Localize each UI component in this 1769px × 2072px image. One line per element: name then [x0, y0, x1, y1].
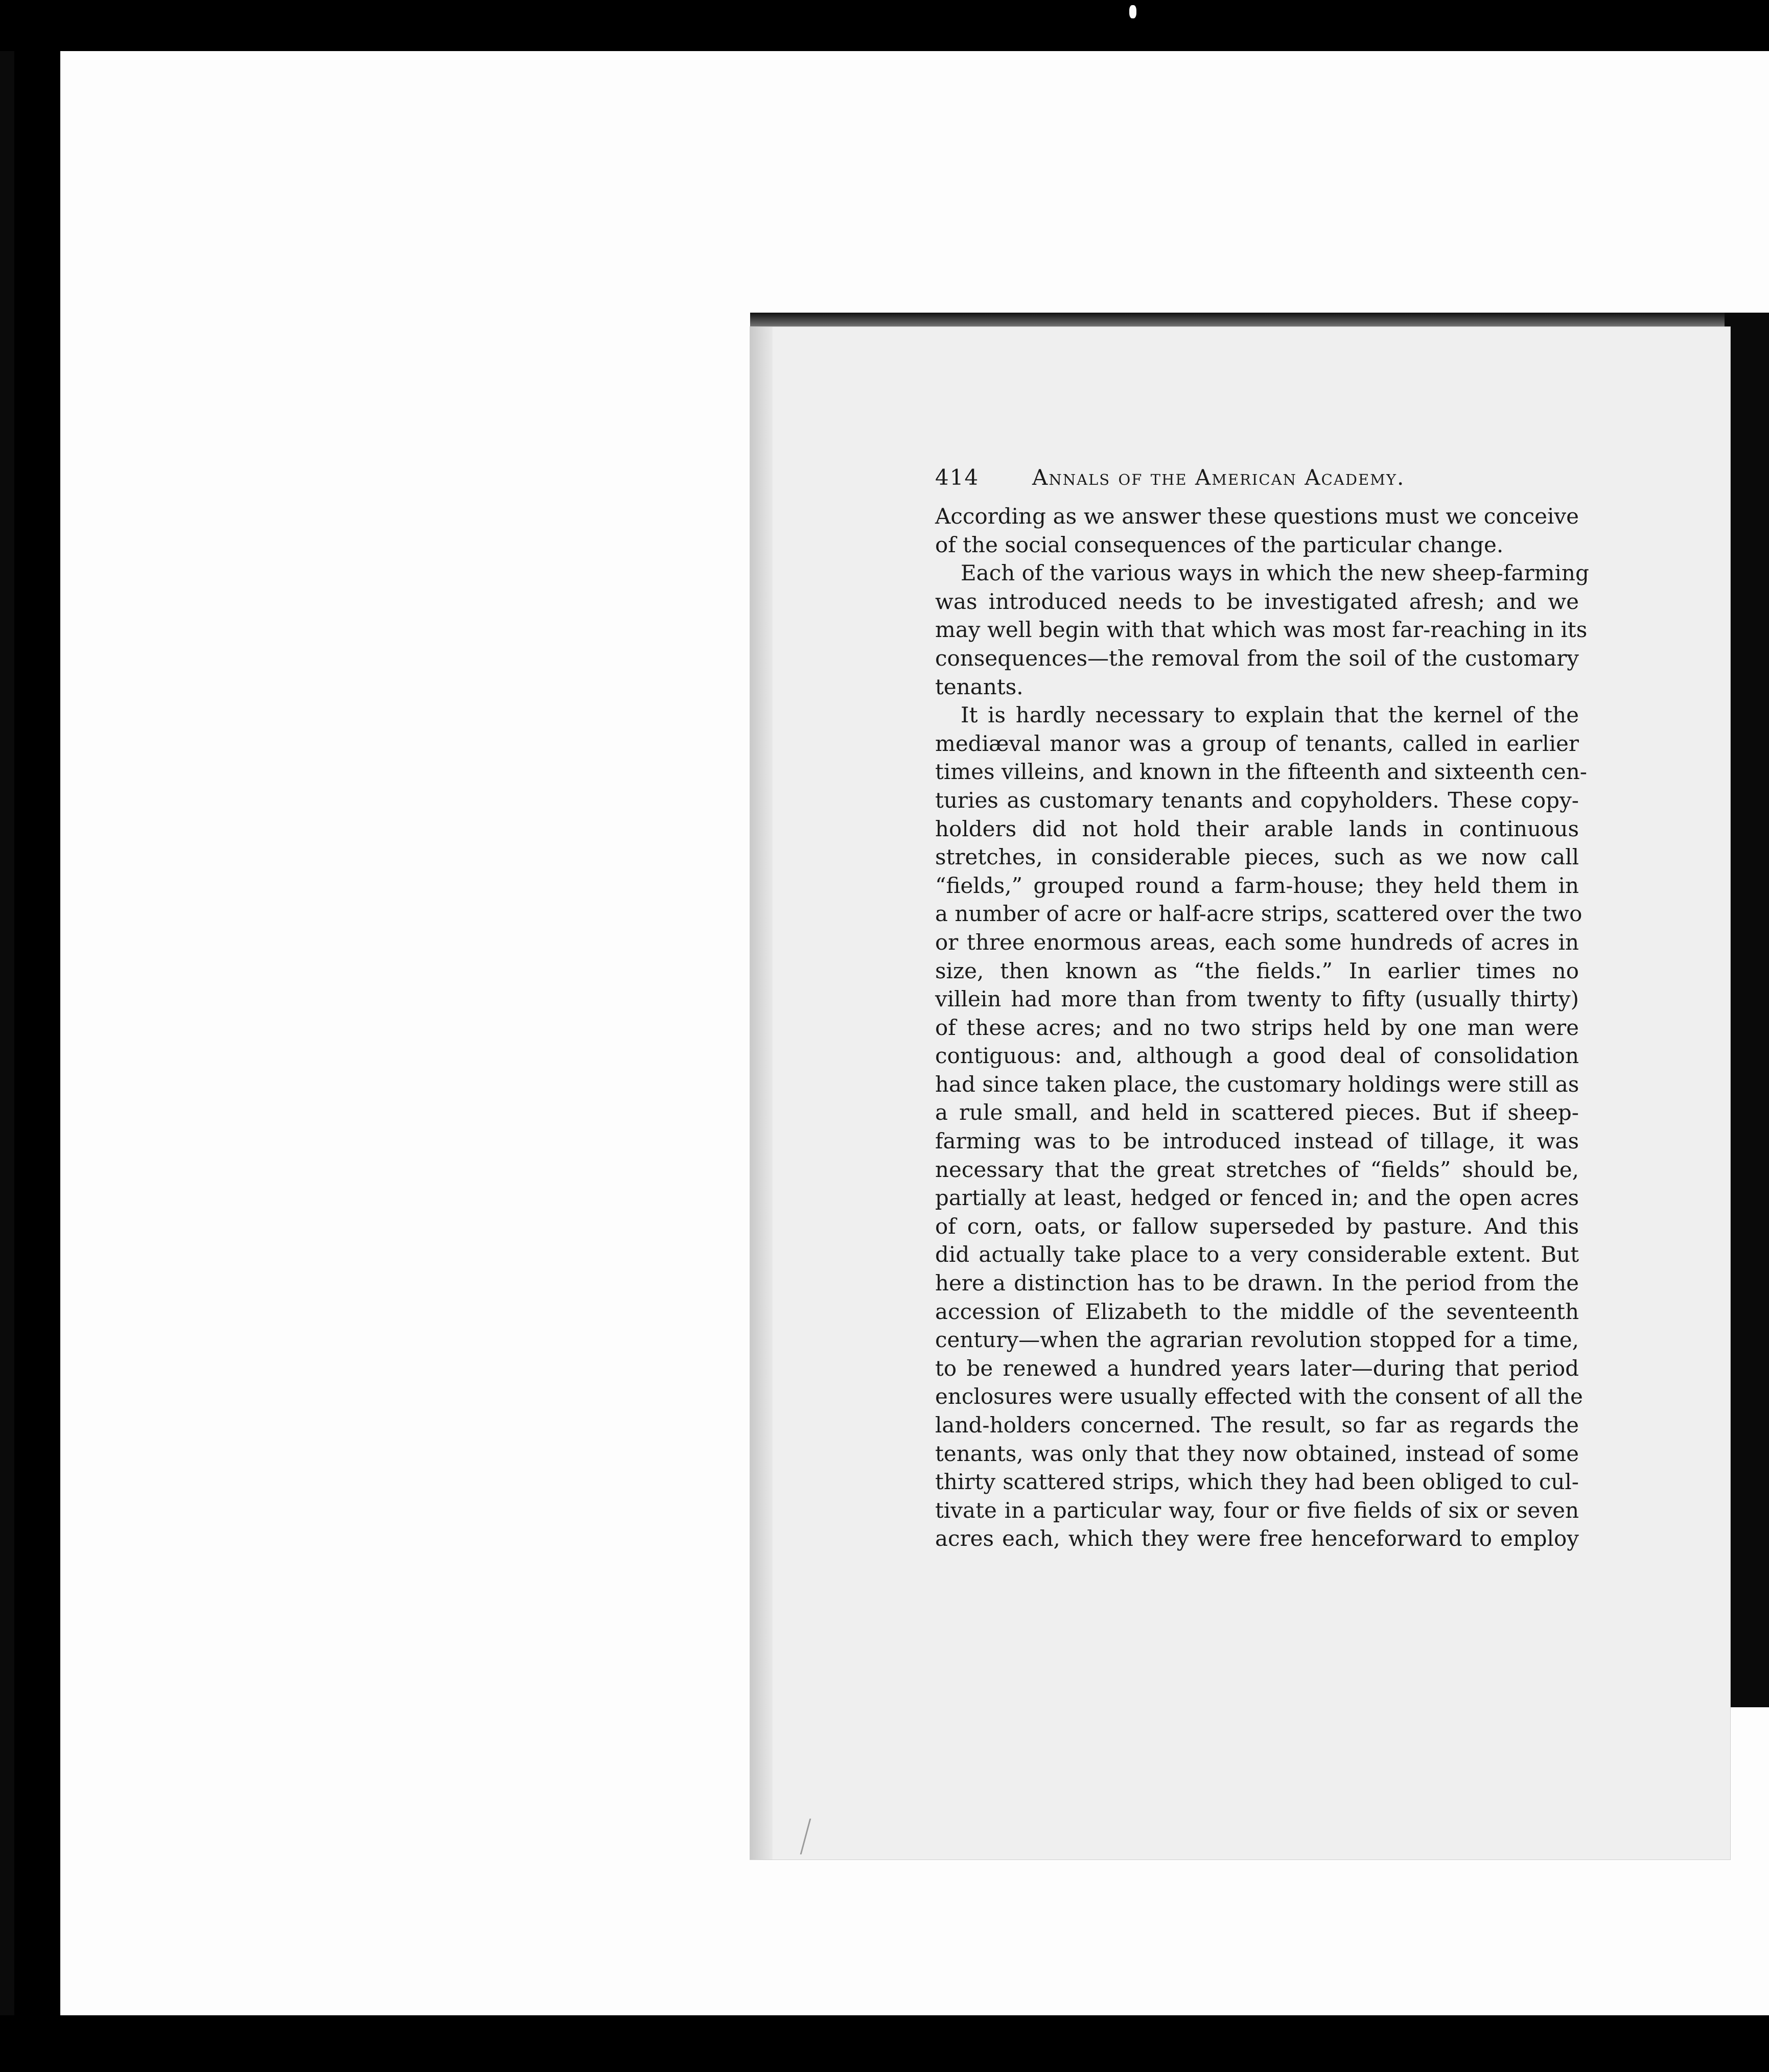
page-text: [935, 465, 1589, 1553]
text-line: consequences—the removal from the soil of the customary: [935, 645, 1579, 671]
body-text: [935, 502, 1589, 1553]
text-line: partially at least, hedged or fenced in; and the open acres: [935, 1185, 1579, 1211]
text-line: tivate in a particular way, four or five fields of six or seven: [935, 1497, 1579, 1523]
text-line: “fields,” grouped round a farm-house; they held them in: [935, 873, 1579, 898]
text-line: times villeins, and known in the fifteenth and sixteenth cen-: [935, 759, 1587, 785]
text-line: a number of acre or half-acre strips, scattered over the two: [935, 901, 1582, 927]
text-line: tenants.: [935, 674, 1023, 699]
text-line: thirty scattered strips, which they had been obliged to cul-: [935, 1469, 1579, 1495]
text-line: may well begin with that which was most far-reaching in its: [935, 617, 1588, 643]
page-top-shadow: [750, 313, 1725, 327]
text-line: to be renewed a hundred years later—during that period: [935, 1355, 1579, 1381]
scan-speck: [1129, 5, 1136, 18]
page-number: 414: [935, 465, 980, 490]
text-line: acres each, which they were free henceforward to employ: [935, 1526, 1579, 1551]
text-line: turies as customary tenants and copyholders. These copy-: [935, 787, 1579, 813]
text-line: enclosures were usually effected with the consent of all the: [935, 1384, 1583, 1409]
text-line: land-holders concerned. The result, so far as regards the: [935, 1412, 1579, 1438]
text-line: Each of the various ways in which the new sheep-farming: [961, 560, 1589, 586]
text-line: accession of Elizabeth to the middle of the seventeenth: [935, 1299, 1579, 1324]
left-scan-edge: [0, 51, 14, 2015]
text-line: necessary that the great stretches of “fields” should be,: [935, 1157, 1579, 1182]
text-line: here a distinction has to be drawn. In the period from the: [935, 1270, 1579, 1296]
text-line: did actually take place to a very considerable extent. But: [935, 1242, 1579, 1267]
text-line: was introduced needs to be investigated afresh; and we: [935, 588, 1579, 614]
text-line: farming was to be introduced instead of tillage, it was: [935, 1128, 1579, 1154]
running-head: [935, 465, 1579, 490]
text-line: villein had more than from twenty to fifty (usually thirty): [935, 986, 1579, 1012]
text-line: tenants, was only that they now obtained, instead of some: [935, 1441, 1579, 1466]
text-line: contiguous: and, although a good deal of consolidation: [935, 1043, 1579, 1069]
text-line: It is hardly necessary to explain that the kernel of the: [961, 702, 1579, 728]
text-line: mediæval manor was a group of tenants, called in earlier: [935, 731, 1579, 756]
running-title: Annals of the American Academy.: [1032, 465, 1405, 490]
text-line: century—when the agrarian revolution stopped for a time,: [935, 1327, 1579, 1353]
page-gutter: [750, 327, 773, 1859]
text-line: of these acres; and no two strips held by one man were: [935, 1015, 1579, 1040]
text-line: had since taken place, the customary holdings were still as: [935, 1071, 1579, 1097]
text-line: According as we answer these questions must we conceive: [935, 504, 1579, 529]
text-line: of corn, oats, or fallow superseded by pasture. And this: [935, 1213, 1579, 1239]
text-line: size, then known as “the fields.” In earlier times no: [935, 958, 1579, 983]
facing-page-edge: [1725, 313, 1769, 1707]
text-line: of the social consequences of the particular change.: [935, 532, 1504, 557]
text-line: holders did not hold their arable lands in continuous: [935, 816, 1579, 841]
text-line: stretches, in considerable pieces, such as we now call: [935, 844, 1579, 870]
text-line: a rule small, and held in scattered pieces. But if sheep-: [935, 1100, 1579, 1125]
text-line: or three enormous areas, each some hundreds of acres in: [935, 929, 1579, 955]
